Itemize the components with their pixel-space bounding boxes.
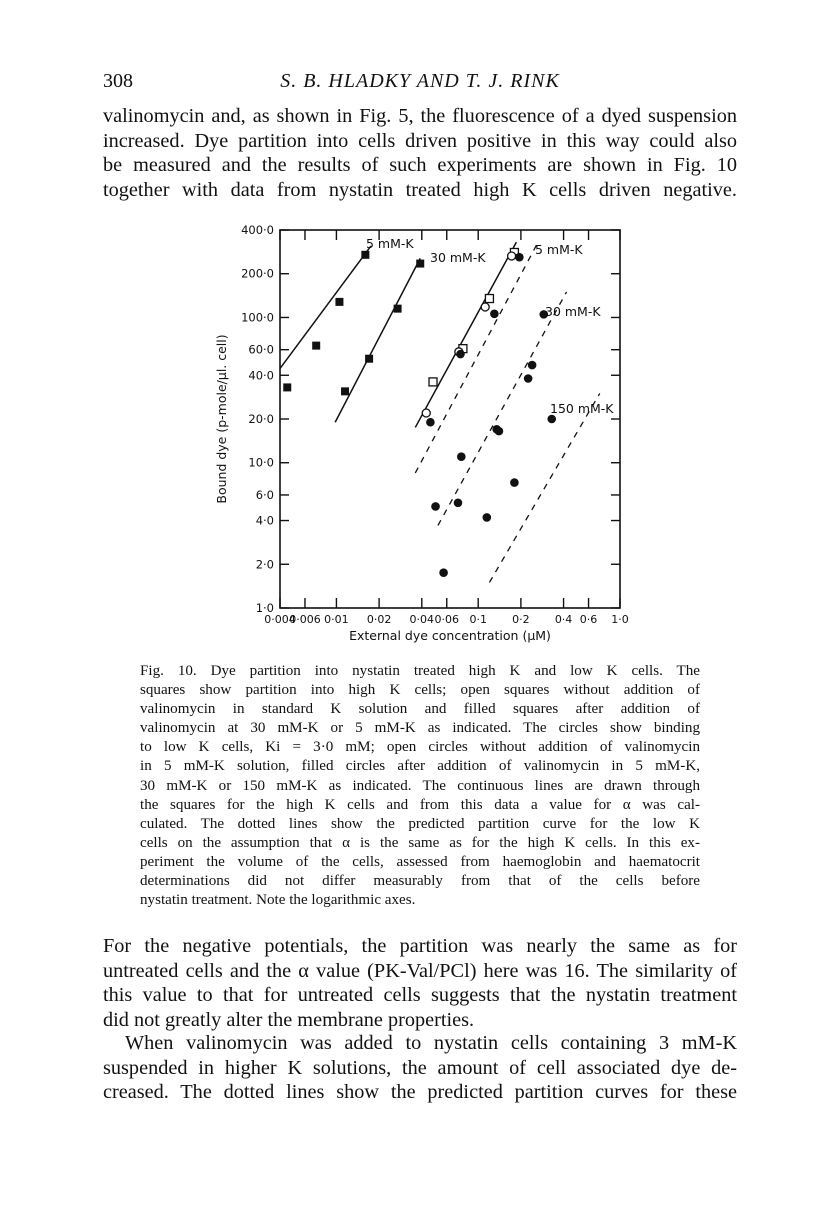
figure-10-chart [200,218,640,658]
y-tick-label: 200·0 [241,266,274,281]
y-tick-label: 40·0 [248,368,274,383]
predicted-line-dotted [415,244,537,473]
filled-circle-point [456,350,465,359]
running-head: S. B. HLADKY AND T. J. RINK [280,70,560,92]
text-line: increased. Dye partition into cells driven positive in this way could also [103,129,737,152]
filled-square-point [416,260,424,268]
x-tick-label: 0·6 [579,613,598,626]
text-line: be measured and the results of such experiments are shown in Fig. 10 [103,154,737,177]
text-line: When valinomycin was added to nystatin cells containing 3 mM-K [125,1032,737,1054]
text-line: this value to that for untreated cells suggests that the nystatin treatment [103,984,737,1007]
filled-square-point [312,342,320,350]
series-annotation: 30 mM-K [545,304,601,319]
open-circle-point [422,409,430,417]
filled-circle-point [490,309,499,318]
filled-circle-point [431,502,440,511]
filled-circle-point [495,427,504,436]
series-annotation: 30 mM-K [430,250,486,265]
text-line: creased. The dotted lines show the predicted partition curves for these [103,1081,737,1104]
y-tick-label: 400·0 [241,223,274,237]
series-annotation: 150 mM-K [550,401,614,416]
filled-square-point [341,387,349,395]
caption-line: valinomycin in standard K solution and filled squares after addition of [140,701,700,718]
page-number: 308 [103,70,133,92]
text-line: together with data from nystatin treated high K cells driven negative. [103,178,737,201]
series-annotation: 5 mM-K [366,236,414,251]
plot-frame [280,230,620,608]
x-tick-label: 0·2 [512,613,530,626]
filled-circle-point [524,374,533,383]
caption-line: determinations did not differ measurably from that of the cells before [140,873,700,890]
filled-circle-point [454,498,463,507]
y-tick-label: 100·0 [241,310,274,325]
y-axis-label: Bound dye (p-mole/μl. cell) [214,334,229,504]
filled-circle-point [510,478,519,487]
filled-square-point [361,251,369,259]
predicted-line-dotted [438,292,567,526]
y-tick-label: 10·0 [248,455,274,470]
caption-line: the squares for the high K cells and from this data a value for α was cal- [140,796,700,813]
caption-line: nystatin treatment. Note the logarithmic axes. [140,892,416,909]
body-paragraph-1 [103,934,737,1032]
caption-line: cells on the assumption that α is the same as for the high K cells. In this ex- [140,834,700,851]
x-tick-label: 0·1 [469,613,487,626]
open-square-point [485,295,493,303]
fit-line-continuous [415,242,516,427]
text-line: valinomycin and, as shown in Fig. 5, the fluorescence of a dyed suspension [103,105,737,127]
caption-line: Fig. 10. Dye partition into nystatin treated high K and low K cells. The [140,663,700,679]
page-header [103,70,737,96]
filled-circle-point [457,452,466,461]
open-square-point [429,378,437,386]
y-tick-label: 20·0 [248,412,274,426]
filled-square-point [335,298,343,306]
x-tick-label: 0·02 [366,613,392,626]
series-annotation: 5 mM-K [535,242,583,257]
caption-line: 30 mM-K or 150 mM-K as indicated. The continuous lines are drawn through [140,777,700,794]
intro-paragraph [103,104,737,202]
caption-line: in 5 mM-K solution, filled circles after addition of valinomycin in 5 mM-K, [140,758,700,775]
caption-line: valinomycin at 30 mM-K or 5 mM-K as indicated. The circles show binding [140,720,700,737]
body-paragraph-2 [103,1031,737,1105]
filled-square-point [394,305,402,313]
text-line: did not greatly alter the membrane properties. [103,1008,475,1031]
x-tick-label: 0·004 [264,613,296,626]
figure-caption [140,662,700,910]
x-tick-label: 0·4 [554,613,573,626]
text-line: suspended in higher K solutions, the amount of cell associated dye de- [103,1056,737,1079]
caption-line: to low K cells, Ki = 3·0 mM; open circles without addition of valinomycin [140,739,700,756]
x-tick-label: 0·006 [289,613,321,626]
filled-circle-point [515,253,524,262]
filled-square-point [365,355,373,363]
x-tick-label: 0·01 [324,613,349,626]
filled-circle-point [483,513,492,522]
predicted-line-dotted [489,393,599,582]
x-tick-label: 1·0 [611,613,629,626]
filled-square-point [283,383,291,391]
y-tick-label: 2·0 [255,557,274,572]
filled-circle-point [528,361,537,370]
fit-line-continuous [335,258,420,422]
x-axis-label: External dye concentration (μM) [349,628,551,643]
y-tick-label: 1·0 [255,601,274,615]
text-line: For the negative potentials, the partition was nearly the same as for [103,935,737,957]
y-tick-label: 60·0 [248,342,274,357]
y-tick-label: 4·0 [255,513,274,528]
caption-line: squares show partition into high K cells; open squares without addition of [140,682,700,699]
caption-line: culated. The dotted lines show the predicted partition curve for the low K [140,815,700,832]
text-line: untreated cells and the α value (PK-Val/PCl) here was 16. The similarity of [103,959,737,982]
x-tick-label: 0·04 [409,613,435,626]
caption-line: periment the volume of the cells, assessed from haemoglobin and haematocrit [140,853,700,870]
y-tick-label: 6·0 [255,487,274,502]
open-circle-point [508,252,516,260]
open-circle-point [481,303,489,311]
filled-circle-point [426,418,435,427]
filled-circle-point [439,568,448,577]
x-tick-label: 0·06 [434,613,460,626]
